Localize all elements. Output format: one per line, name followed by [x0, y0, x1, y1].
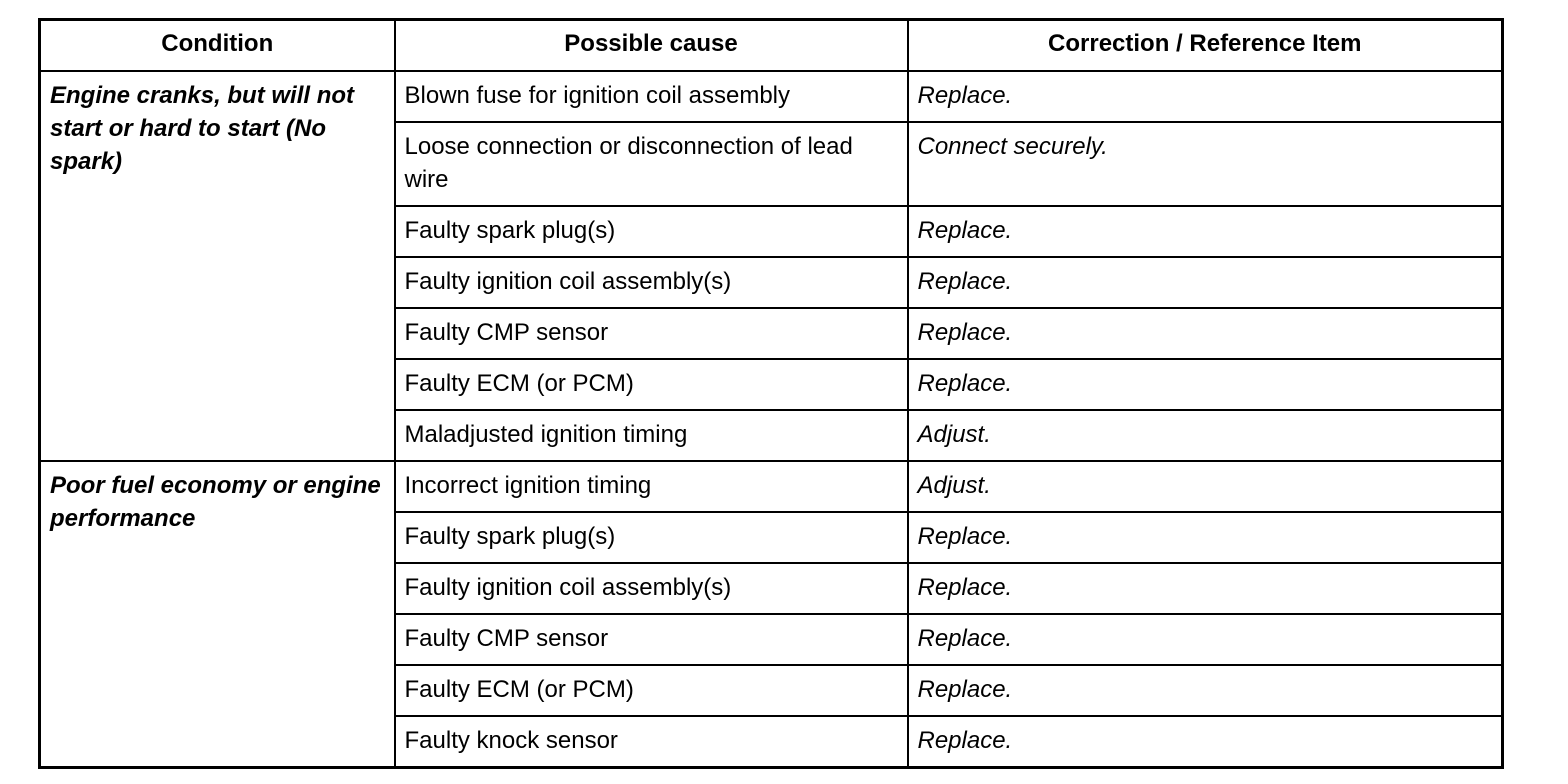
correction-cell: Replace.: [908, 359, 1503, 410]
correction-cell: Replace.: [908, 257, 1503, 308]
correction-cell: Replace.: [908, 206, 1503, 257]
cause-cell: Faulty knock sensor: [395, 716, 908, 768]
header-correction: Correction / Reference Item: [908, 20, 1503, 72]
troubleshooting-table: [38, 18, 1504, 769]
table-row: [40, 461, 1503, 512]
header-row: [40, 20, 1503, 72]
correction-cell: Replace.: [908, 563, 1503, 614]
cause-cell: Loose connection or disconnection of lead wire: [395, 122, 908, 206]
cause-cell: Faulty spark plug(s): [395, 512, 908, 563]
correction-cell: Replace.: [908, 614, 1503, 665]
cause-cell: Maladjusted ignition timing: [395, 410, 908, 461]
cause-cell: Faulty ECM (or PCM): [395, 359, 908, 410]
cause-cell: Faulty CMP sensor: [395, 614, 908, 665]
condition-cell: Engine cranks, but will not start or hard to start (No spark): [40, 71, 395, 461]
cause-cell: Faulty ECM (or PCM): [395, 665, 908, 716]
cause-cell: Faulty ignition coil assembly(s): [395, 257, 908, 308]
correction-cell: Replace.: [908, 71, 1503, 122]
correction-cell: Replace.: [908, 716, 1503, 768]
correction-cell: Replace.: [908, 308, 1503, 359]
table-body: [40, 71, 1503, 768]
correction-cell: Adjust.: [908, 410, 1503, 461]
correction-cell: Replace.: [908, 665, 1503, 716]
cause-cell: Incorrect ignition timing: [395, 461, 908, 512]
cause-cell: Blown fuse for ignition coil assembly: [395, 71, 908, 122]
correction-cell: Connect securely.: [908, 122, 1503, 206]
header-condition: Condition: [40, 20, 395, 72]
header-possible-cause: Possible cause: [395, 20, 908, 72]
cause-cell: Faulty CMP sensor: [395, 308, 908, 359]
condition-cell: Poor fuel economy or engine performance: [40, 461, 395, 768]
cause-cell: Faulty spark plug(s): [395, 206, 908, 257]
table-header: [40, 20, 1503, 72]
correction-cell: Replace.: [908, 512, 1503, 563]
table-row: [40, 71, 1503, 122]
correction-cell: Adjust.: [908, 461, 1503, 512]
cause-cell: Faulty ignition coil assembly(s): [395, 563, 908, 614]
